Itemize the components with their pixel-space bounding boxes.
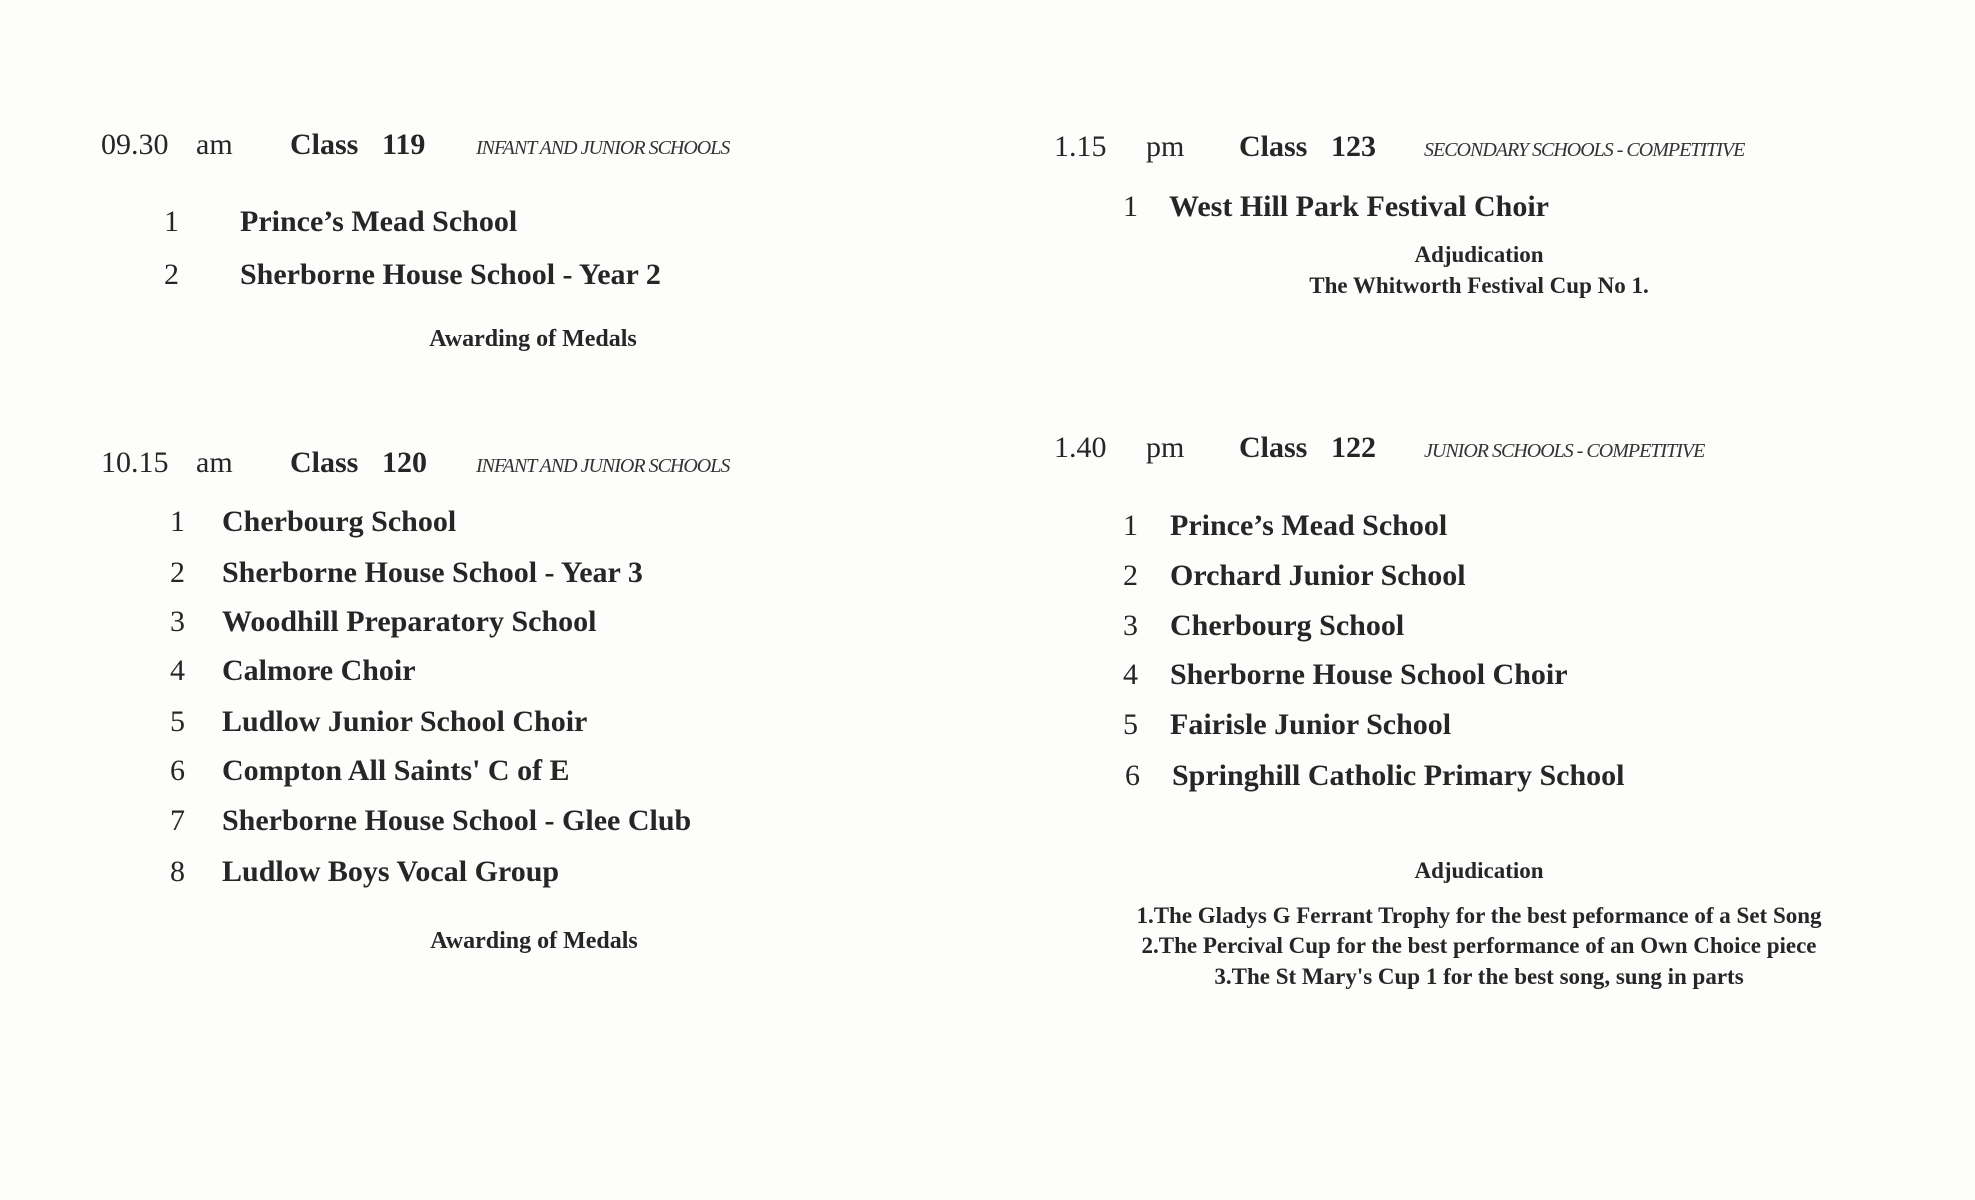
class-label: Class [1239, 431, 1308, 464]
entry-number: 2 [170, 556, 185, 589]
class-category: INFANT AND JUNIOR SCHOOLS [476, 137, 730, 159]
class-category: INFANT AND JUNIOR SCHOOLS [476, 455, 730, 477]
entry-name: Ludlow Boys Vocal Group [222, 855, 560, 888]
adjudication-line: The Whitworth Festival Cup No 1. [1309, 273, 1649, 298]
class-number: 122 [1331, 431, 1376, 464]
time: 10.15 [101, 446, 169, 479]
class-number: 119 [382, 128, 426, 161]
entry-number: 2 [1123, 559, 1138, 592]
entry-name: Springhill Catholic Primary School [1172, 759, 1625, 792]
entry-name: Woodhill Preparatory School [222, 605, 597, 638]
entry-name: Fairisle Junior School [1170, 708, 1452, 741]
adjudication-line: 2.The Percival Cup for the best performance of an Own Choice piece [1141, 933, 1817, 958]
class-label: Class [290, 446, 359, 479]
entry-number: 8 [170, 855, 185, 888]
entry-number: 5 [170, 705, 185, 738]
entry-name: Orchard Junior School [1170, 559, 1466, 592]
entry-name: Prince’s Mead School [1170, 509, 1448, 542]
entry-number: 5 [1123, 708, 1138, 741]
entry-number: 7 [170, 804, 185, 837]
entry-number: 6 [170, 754, 185, 787]
entry-number: 1 [170, 505, 185, 538]
adjudication-line: 1.The Gladys G Ferrant Trophy for the best peformance of a Set Song [1136, 903, 1822, 928]
period: pm [1146, 431, 1185, 464]
entry-number: 1 [1123, 509, 1138, 542]
entry-number: 1 [164, 205, 179, 238]
entry-number: 4 [1123, 658, 1138, 691]
entry-name: Cherbourg School [222, 505, 457, 538]
time: 1.40 [1054, 431, 1107, 464]
adjudication-line: 3.The St Mary's Cup 1 for the best song, sung in parts [1214, 964, 1744, 989]
period: pm [1146, 130, 1185, 163]
entry-number: 3 [170, 605, 185, 638]
awarding-of-medals: Awarding of Medals [429, 326, 637, 352]
entry-number: 4 [170, 654, 185, 687]
awarding-of-medals: Awarding of Medals [430, 928, 638, 954]
entry-number: 1 [1123, 190, 1138, 223]
entry-name: Cherbourg School [1170, 609, 1405, 642]
entry-name: Compton All Saints' C of E [222, 754, 570, 787]
adjudication-title: Adjudication [1414, 242, 1544, 267]
time: 1.15 [1054, 130, 1107, 163]
entry-name: West Hill Park Festival Choir [1169, 190, 1549, 223]
entry-name: Sherborne House School - Year 3 [222, 556, 643, 589]
class-number: 123 [1331, 130, 1376, 163]
entry-name: Calmore Choir [222, 654, 416, 687]
entry-name: Ludlow Junior School Choir [222, 705, 588, 738]
class-category: SECONDARY SCHOOLS - COMPETITIVE [1424, 139, 1745, 161]
class-category: JUNIOR SCHOOLS - COMPETITIVE [1424, 440, 1705, 462]
entry-name: Sherborne House School - Year 2 [240, 258, 661, 291]
entry-name: Sherborne House School - Glee Club [222, 804, 692, 837]
period: am [196, 446, 233, 479]
entry-number: 3 [1123, 609, 1138, 642]
class-label: Class [1239, 130, 1308, 163]
entry-name: Prince’s Mead School [240, 205, 518, 238]
class-label: Class [290, 128, 359, 161]
entry-name: Sherborne House School Choir [1170, 658, 1568, 691]
time: 09.30 [101, 128, 169, 161]
entry-number: 2 [164, 258, 179, 291]
adjudication-title: Adjudication [1414, 858, 1544, 883]
period: am [196, 128, 233, 161]
class-number: 120 [382, 446, 427, 479]
entry-number: 6 [1125, 759, 1140, 792]
